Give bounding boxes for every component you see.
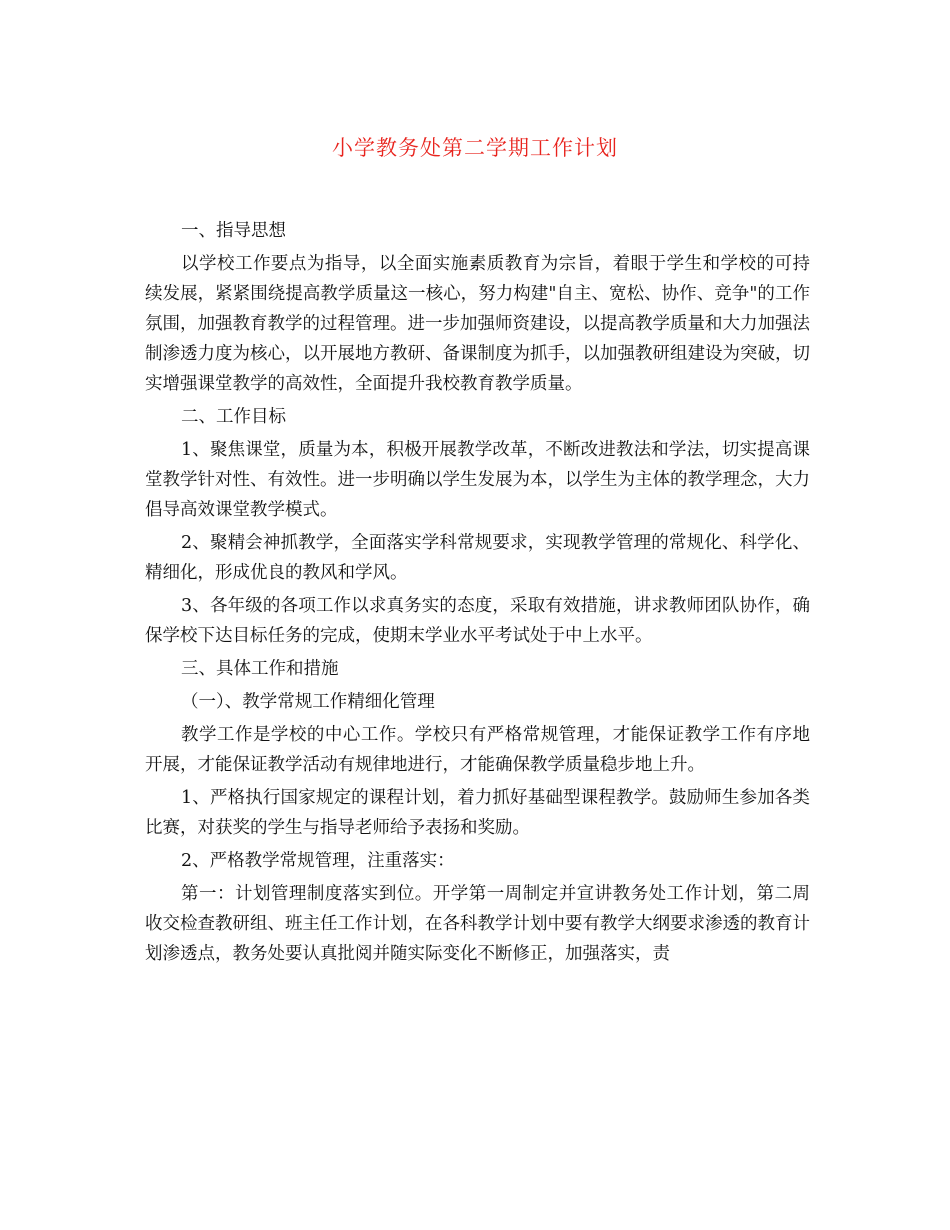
paragraph: 2、聚精会神抓教学，全面落实学科常规要求，实现教学管理的常规化、科学化、精细化，形成优良的教风和学风。	[145, 533, 810, 583]
document-title: 小学教务处第二学期工作计划	[332, 136, 618, 160]
paragraph: 1、严格执行国家规定的课程计划，着力抓好基础型课程教学。鼓励师生参加各类比赛，对获奖的学生与指导老师给予表扬和奖励。	[145, 788, 810, 838]
paragraph: 2、严格教学常规管理，注重落实：	[181, 851, 455, 871]
section-heading: 三、具体工作和措施	[181, 659, 339, 679]
document-body	[145, 216, 810, 972]
section-heading: 一、指导思想	[181, 221, 286, 241]
paragraph: 第一：计划管理制度落实到位。开学第一周制定并宣讲教务处工作计划，第二周收交检查教研组、班主任工作计划，在各科教学计划中要有教学大纲要求渗透的教育计划渗透点，教务处要认真批阅并随实际变化不断修正，加强落实，责	[145, 884, 810, 964]
section-heading: 二、工作目标	[181, 407, 286, 427]
subsection-heading: （一）、教学常规工作精细化管理	[181, 692, 435, 712]
paragraph: 1、聚焦课堂，质量为本，积极开展教学改革，不断改进教法和学法，切实提高课堂教学针对性、有效性。进一步明确以学生发展为本，以学生为主体的教学理念，大力倡导高效课堂教学模式。	[145, 440, 810, 520]
paragraph: 教学工作是学校的中心工作。学校只有严格常规管理，才能保证教学工作有序地开展，才能保证教学活动有规律地进行，才能确保教学质量稳步地上升。	[145, 725, 810, 775]
paragraph: 3、各年级的各项工作以求真务实的态度，采取有效措施，讲求教师团队协作，确保学校下达目标任务的完成，使期末学业水平考试处于中上水平。	[145, 596, 810, 646]
paragraph: 以学校工作要点为指导，以全面实施素质教育为宗旨，着眼于学生和学校的可持续发展，紧紧围绕提高教学质量这一核心，努力构建"自主、宽松、协作、竞争"的工作氛围，加强教育教学的过程管理。进一步加强师资建设，以提高教学质量和大力加强法制渗透力度为核心，以开展地方教研、备课制度为抓手，以加强教研组建设为突破，切实增强课堂教学的高效性，全面提升我校教育教学质量。	[145, 254, 810, 394]
